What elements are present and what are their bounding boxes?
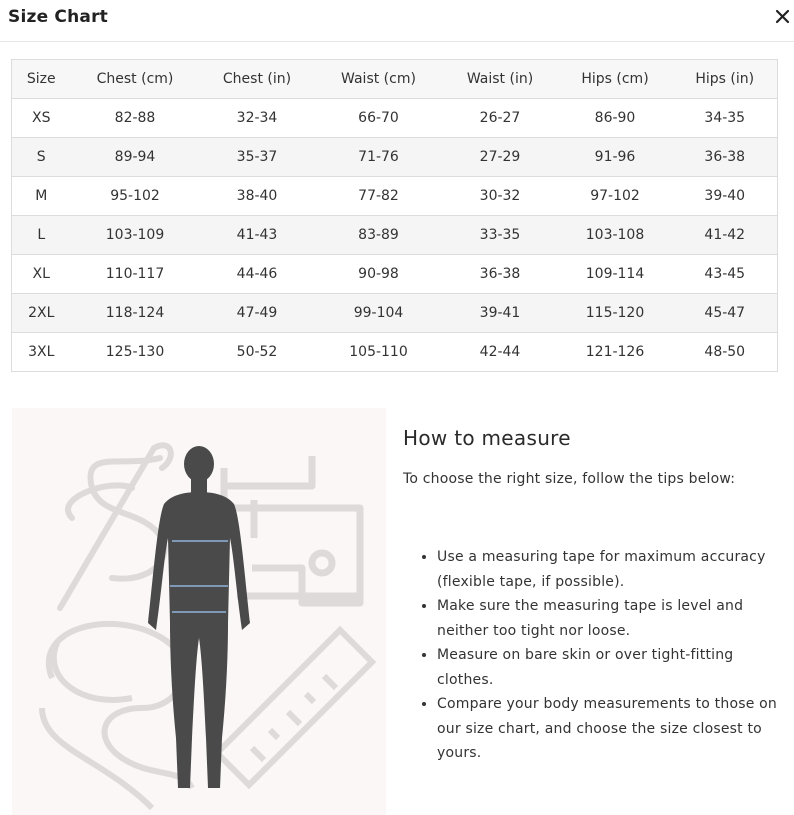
table-cell: 36-38 bbox=[443, 255, 558, 294]
table-cell: 39-40 bbox=[673, 177, 778, 216]
table-cell: 121-126 bbox=[558, 333, 673, 372]
table-header-row bbox=[12, 60, 778, 99]
table-cell: S bbox=[12, 138, 71, 177]
table-cell: 89-94 bbox=[71, 138, 200, 177]
table-cell: L bbox=[12, 216, 71, 255]
table-cell: 50-52 bbox=[200, 333, 315, 372]
list-item: • Make sure the measuring tape is level and neither too tight nor loose. bbox=[437, 594, 777, 643]
table-cell: 48-50 bbox=[673, 333, 778, 372]
table-cell: 66-70 bbox=[315, 99, 443, 138]
table-cell: 118-124 bbox=[71, 294, 200, 333]
table-cell: 99-104 bbox=[315, 294, 443, 333]
size-chart-table bbox=[11, 59, 778, 372]
table-cell: 110-117 bbox=[71, 255, 200, 294]
table-row bbox=[12, 177, 778, 216]
list-item: • Measure on bare skin or over tight-fitting clothes. bbox=[437, 643, 777, 692]
table-cell: 97-102 bbox=[558, 177, 673, 216]
table-cell: 43-45 bbox=[673, 255, 778, 294]
table-cell: 71-76 bbox=[315, 138, 443, 177]
modal-title: Size Chart bbox=[8, 7, 108, 27]
table-cell: 77-82 bbox=[315, 177, 443, 216]
table-row bbox=[12, 138, 778, 177]
table-cell: 83-89 bbox=[315, 216, 443, 255]
table-cell: 2XL bbox=[12, 294, 71, 333]
table-cell: 32-34 bbox=[200, 99, 315, 138]
table-cell: 115-120 bbox=[558, 294, 673, 333]
table-row bbox=[12, 99, 778, 138]
table-cell: 95-102 bbox=[71, 177, 200, 216]
table-cell: 41-42 bbox=[673, 216, 778, 255]
table-row bbox=[12, 216, 778, 255]
column-header: Waist (cm) bbox=[315, 60, 443, 99]
table-cell: 34-35 bbox=[673, 99, 778, 138]
table-cell: 82-88 bbox=[71, 99, 200, 138]
column-header: Hips (in) bbox=[673, 60, 778, 99]
intro-text: To choose the right size, follow the tips below: bbox=[403, 471, 736, 487]
list-item: • Use a measuring tape for maximum accuracy (flexible tape, if possible). bbox=[437, 545, 777, 594]
table-cell: 26-27 bbox=[443, 99, 558, 138]
table-cell: 44-46 bbox=[200, 255, 315, 294]
tips-list bbox=[403, 545, 777, 766]
list-item: • Compare your body measurements to those on our size chart, and choose the size closest to yours. bbox=[437, 692, 777, 766]
table-cell: 38-40 bbox=[200, 177, 315, 216]
table-row bbox=[12, 294, 778, 333]
column-header: Chest (cm) bbox=[71, 60, 200, 99]
table-cell: 30-32 bbox=[443, 177, 558, 216]
table-cell: 41-43 bbox=[200, 216, 315, 255]
table-row bbox=[12, 255, 778, 294]
table-cell: 45-47 bbox=[673, 294, 778, 333]
table-cell: 36-38 bbox=[673, 138, 778, 177]
ruler-icon bbox=[217, 630, 372, 785]
table-cell: M bbox=[12, 177, 71, 216]
table-cell: 105-110 bbox=[315, 333, 443, 372]
table-cell: 35-37 bbox=[200, 138, 315, 177]
table-cell: 90-98 bbox=[315, 255, 443, 294]
table-row bbox=[12, 333, 778, 372]
table-cell: 91-96 bbox=[558, 138, 673, 177]
table-cell: XS bbox=[12, 99, 71, 138]
table-cell: 86-90 bbox=[558, 99, 673, 138]
table-cell: 125-130 bbox=[71, 333, 200, 372]
column-header: Chest (in) bbox=[200, 60, 315, 99]
table-cell: 109-114 bbox=[558, 255, 673, 294]
column-header: Hips (cm) bbox=[558, 60, 673, 99]
measurement-illustration bbox=[12, 408, 386, 815]
section-title: How to measure bbox=[403, 426, 571, 450]
close-icon[interactable] bbox=[772, 6, 794, 28]
column-header: Waist (in) bbox=[443, 60, 558, 99]
modal-header bbox=[0, 0, 794, 42]
table-cell: 42-44 bbox=[443, 333, 558, 372]
table-cell: 103-108 bbox=[558, 216, 673, 255]
table-cell: 47-49 bbox=[200, 294, 315, 333]
table-cell: 103-109 bbox=[71, 216, 200, 255]
table-cell: 33-35 bbox=[443, 216, 558, 255]
table-cell: 3XL bbox=[12, 333, 71, 372]
table-cell: 39-41 bbox=[443, 294, 558, 333]
measuring-tape-icon bbox=[42, 624, 192, 808]
column-header: Size bbox=[12, 60, 71, 99]
table-cell: 27-29 bbox=[443, 138, 558, 177]
table-cell: XL bbox=[12, 255, 71, 294]
